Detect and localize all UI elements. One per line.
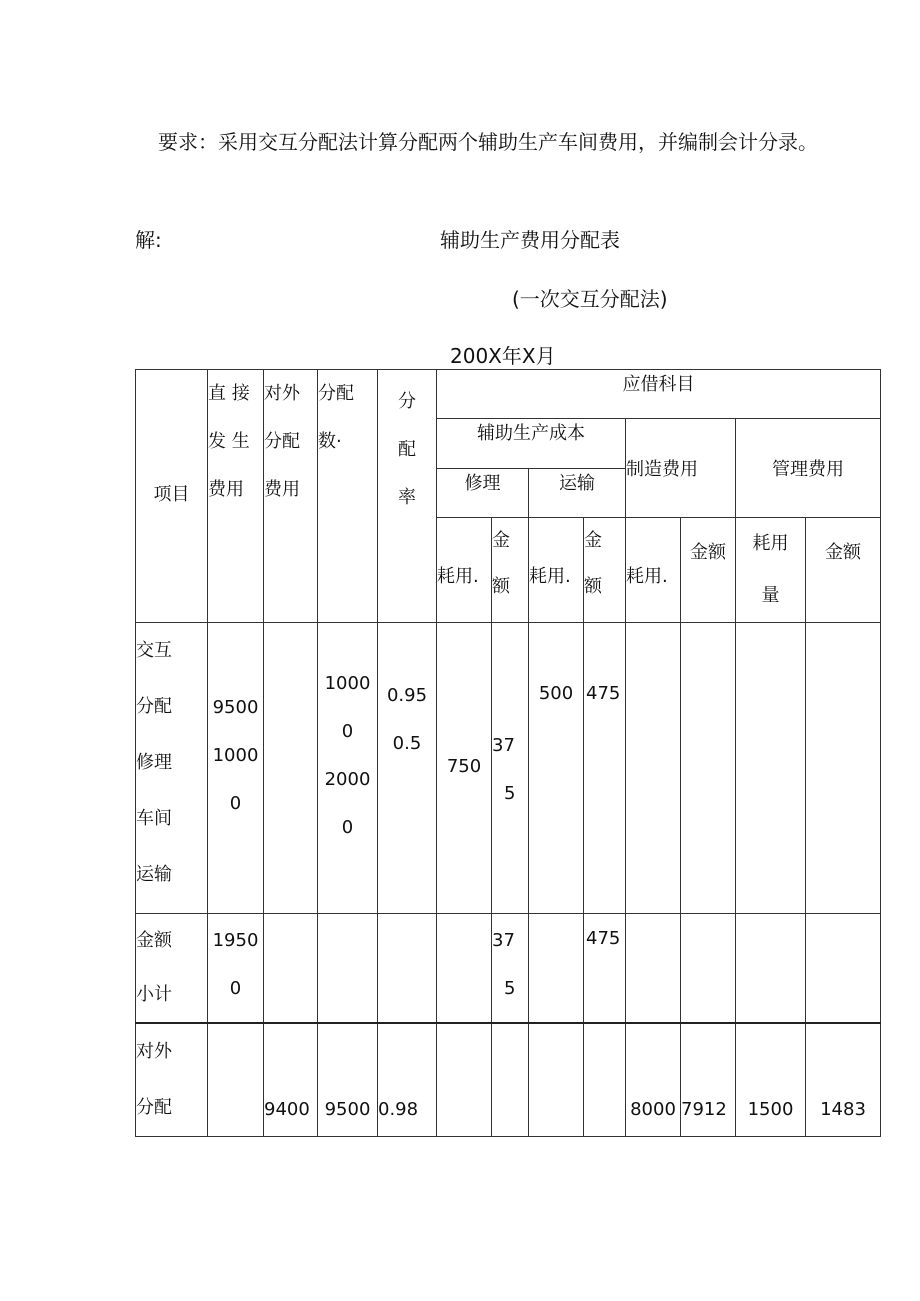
- interactive-rate: 0.95 0.5: [378, 623, 437, 914]
- header-aux-production-cost: 辅助生产成本: [437, 419, 626, 469]
- solution-label: 解:: [135, 228, 162, 252]
- interactive-mgmt-amount: [806, 623, 881, 914]
- external-mgmt-usage: 1500: [736, 1023, 806, 1137]
- interactive-repair-usage: 750: [437, 623, 492, 914]
- table-row: [136, 914, 881, 1024]
- header-repair: 修理: [437, 468, 529, 518]
- header-item: 项目: [136, 370, 208, 623]
- subtotal-transport-usage: [529, 914, 584, 1024]
- header-direct-cost: 直 接 发 生 费用: [208, 370, 264, 623]
- header-transport-usage: 耗用.: [529, 518, 584, 623]
- allocation-table: [135, 369, 881, 1137]
- header-mgmt-usage: 耗用 量: [736, 518, 806, 623]
- subtotal-repair-usage: [437, 914, 492, 1024]
- row-label-subtotal: 金额 小计: [136, 914, 208, 1024]
- header-manufacturing-overhead: 制造费用: [626, 419, 736, 518]
- interactive-mfg-usage: [626, 623, 681, 914]
- external-mfg-usage: 8000: [626, 1023, 681, 1137]
- interactive-direct-cost: 9500 1000 0: [208, 623, 264, 914]
- interactive-external-cost: [264, 623, 318, 914]
- subtotal-repair-amount: 37 5: [492, 914, 529, 1024]
- header-mfg-usage: 耗用.: [626, 518, 681, 623]
- table-date: 200X年X月: [450, 344, 556, 368]
- header-mgmt-amount: 金额: [806, 518, 881, 623]
- interactive-repair-amount: 37 5: [492, 623, 529, 914]
- subtotal-quantity: [318, 914, 378, 1024]
- header-transport-amount: 金 额: [584, 518, 626, 623]
- header-mfg-amount: 金额: [681, 518, 736, 623]
- table-subtitle: (一次交互分配法): [512, 287, 668, 311]
- subtotal-mfg-amount: [681, 914, 736, 1024]
- interactive-transport-amount: 475: [584, 623, 626, 914]
- external-quantity: 9500: [318, 1023, 378, 1137]
- subtotal-mgmt-usage: [736, 914, 806, 1024]
- row-label-interactive: 交互 分配 修理 车间 运输: [136, 623, 208, 914]
- header-repair-usage: 耗用.: [437, 518, 492, 623]
- external-rate: 0.98: [378, 1023, 437, 1137]
- external-repair-usage: [437, 1023, 492, 1137]
- header-repair-amount: 金 额: [492, 518, 529, 623]
- external-transport-amount: [584, 1023, 626, 1137]
- header-rate: 分 配 率: [378, 370, 437, 623]
- subtotal-direct-cost: 1950 0: [208, 914, 264, 1024]
- subtotal-rate: [378, 914, 437, 1024]
- interactive-mfg-amount: [681, 623, 736, 914]
- external-mfg-amount: 7912: [681, 1023, 736, 1137]
- external-external-cost: 9400: [264, 1023, 318, 1137]
- header-admin-expense: 管理费用: [736, 419, 881, 518]
- header-external-cost: 对外 分配 费用: [264, 370, 318, 623]
- table-title: 辅助生产费用分配表: [440, 228, 620, 252]
- external-transport-usage: [529, 1023, 584, 1137]
- interactive-mgmt-usage: [736, 623, 806, 914]
- row-label-external: 对外 分配: [136, 1023, 208, 1137]
- table-row: [136, 623, 881, 914]
- external-mgmt-amount: 1483: [806, 1023, 881, 1137]
- header-quantity: 分配 数·: [318, 370, 378, 623]
- header-transport: 运输: [529, 468, 626, 518]
- external-repair-amount: [492, 1023, 529, 1137]
- header-debit-accounts: 应借科目: [437, 370, 881, 419]
- subtotal-transport-amount: 475: [584, 914, 626, 1024]
- requirement-text: 要求：采用交互分配法计算分配两个辅助生产车间费用，并编制会计分录。: [158, 130, 818, 154]
- interactive-quantity: 1000 0 2000 0: [318, 623, 378, 914]
- subtotal-mgmt-amount: [806, 914, 881, 1024]
- subtotal-external-cost: [264, 914, 318, 1024]
- subtotal-mfg-usage: [626, 914, 681, 1024]
- external-direct-cost: [208, 1023, 264, 1137]
- table-row: [136, 1023, 881, 1137]
- interactive-transport-usage: 500: [529, 623, 584, 914]
